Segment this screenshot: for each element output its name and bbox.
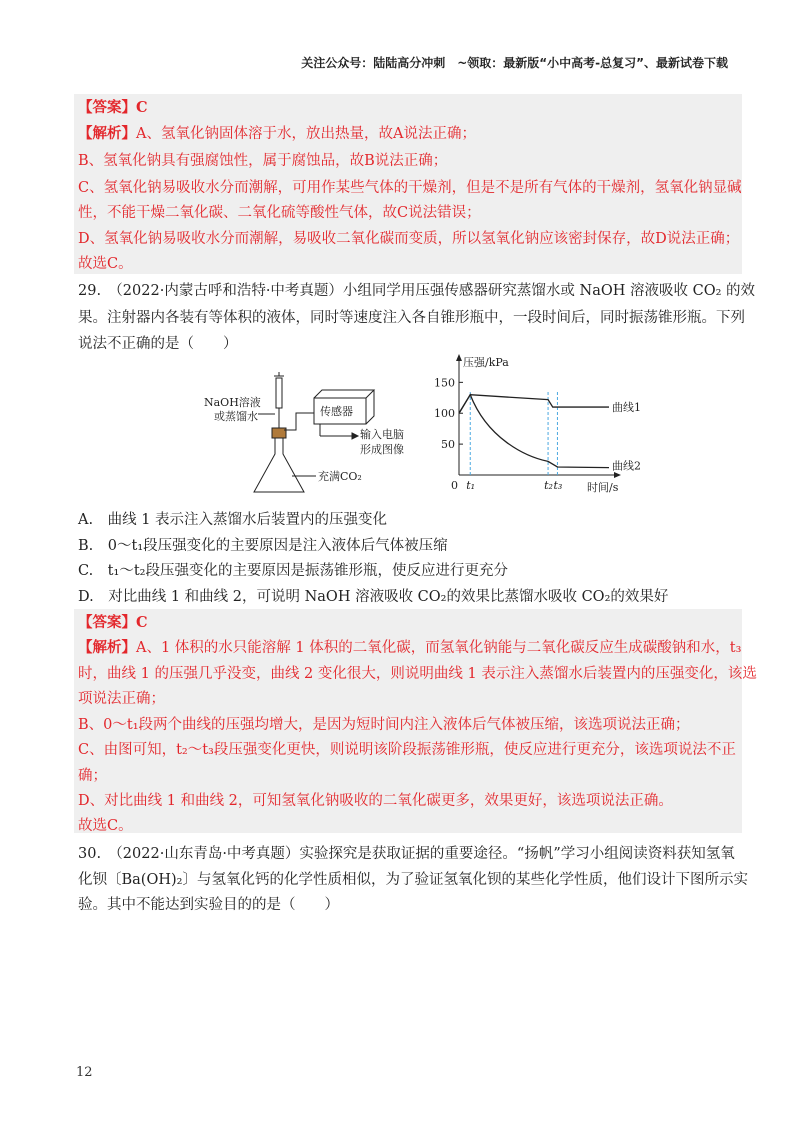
analysis-line-29-1: 时，曲线 1 的压强几乎没变，曲线 2 变化很大，则说明曲线 1 表示注入蒸馏水后装置内的压强变化，该选 [78, 666, 757, 682]
x-axis-label: 时间/s [587, 481, 619, 494]
question-29-stem-1: 果。注射器内各装有等体积的液体，同时等速度注入各自锥形瓶中，一段时间后，同时振荡锥形瓶。下列 [78, 310, 745, 326]
analysis-line-28-5: 故选C。 [78, 256, 133, 272]
question-29-stem-0: 29. （2022·内蒙古呼和浩特·中考真题）小组同学用压强传感器研究蒸馏水或 NaOH 溶液吸收 CO₂ 的效 [78, 283, 756, 299]
answer-line-29 [78, 613, 148, 633]
stopper [272, 428, 286, 438]
analysis-line-29-5: 确； [78, 768, 107, 784]
answer-value: C [136, 614, 148, 631]
analysis-line-28-1: B、氢氧化钠具有强腐蚀性，属于腐蚀品，故B说法正确； [78, 153, 448, 169]
question-29-stem-2: 说法不正确的是（ ） [78, 336, 238, 352]
answer-line-28 [78, 98, 148, 118]
analysis-line-29-0 [78, 638, 741, 658]
question-30-stem-1: 化钡〔Ba(OH)₂〕与氢氧化钙的化学性质相似，为了验证氢氧化钡的某些化学性质，他们设计下图所示实 [78, 872, 748, 888]
flask-label: 充满CO₂ [318, 470, 362, 483]
answer-tag: 【答案】 [78, 99, 136, 116]
syringe-label-2: 或蒸馏水 [214, 410, 258, 423]
y-axis-label: 压强/kPa [463, 356, 509, 369]
option-b: B. 0～t₁段压强变化的主要原因是注入液体后气体被压缩 [78, 538, 448, 554]
x-axis-arrow [614, 472, 621, 478]
x-tick-label: t₂ [544, 479, 553, 492]
page-header: 关注公众号：陆陆高分冲刺 ~领取：最新版“小中高考-总复习”、最新试卷下载 [301, 56, 728, 70]
analysis-line-28-2: C、氢氧化钠易吸收水分而潮解，可用作某些气体的干燥剂，但是不是所有气体的干燥剂，氢氧化钠显碱 [78, 180, 742, 196]
option-a: A. 曲线 1 表示注入蒸馏水后装置内的压强变化 [78, 512, 388, 528]
y-axis-arrow [456, 354, 462, 361]
analysis-tag: 【解析】 [78, 639, 136, 656]
analysis-tag: 【解析】 [78, 125, 136, 142]
syringe-label-1: NaOH溶液 [204, 396, 261, 409]
question-30-stem-2: 验。其中不能达到实验目的的是（ ） [78, 897, 339, 913]
x-tick-label: t₁ [466, 479, 476, 492]
page-number: 12 [76, 1065, 93, 1080]
analysis-text: A、氢氧化钠固体溶于水，放出热量，故A说法正确； [136, 126, 476, 142]
series-label-2: 曲线2 [612, 459, 641, 473]
computer-label-2: 形成图像 [360, 443, 404, 456]
apparatus-figure [196, 370, 416, 505]
analysis-line-29-6: D、对比曲线 1 和曲线 2，可知氢氧化钠吸收的二氧化碳更多，效果更好，该选项说法正确。 [78, 793, 673, 809]
series-line-1 [459, 395, 609, 414]
analysis-line-29-7: 故选C。 [78, 818, 133, 834]
question-30-stem-0: 30. （2022·山东青岛·中考真题）实验探究是获取证据的重要途径。“扬帆”学习小组阅读资料获知氢氧 [78, 846, 735, 862]
option-d: D. 对比曲线 1 和曲线 2，可说明 NaOH 溶液吸收 CO₂的效果比蒸馏水吸收 CO₂的效果好 [78, 589, 669, 605]
analysis-text: A、1 体积的水只能溶解 1 体积的二氧化碳，而氢氧化钠能与二氧化碳反应生成碳酸钠和水，t₃ [136, 640, 742, 656]
y-tick-label: 100 [434, 407, 455, 421]
pressure-chart [425, 350, 641, 500]
option-c: C. t₁～t₂段压强变化的主要原因是振荡锥形瓶，使反应进行更充分 [78, 563, 508, 579]
origin-label: 0 [451, 479, 458, 492]
answer-tag: 【答案】 [78, 614, 136, 631]
series-line-2 [459, 395, 609, 468]
flask-body [254, 438, 304, 492]
analysis-line-29-4: C、由图可知，t₂～t₃段压强变化更快，则说明该阶段振荡锥形瓶，使反应进行更充分，该选项说法不正 [78, 742, 736, 758]
series-label-1: 曲线1 [612, 401, 641, 415]
syringe-barrel [276, 378, 282, 408]
analysis-line-28-0 [78, 124, 476, 144]
computer-label-1: 输入电脑 [360, 428, 404, 441]
y-tick-label: 150 [434, 376, 455, 390]
analysis-line-28-4: D、氢氧化钠易吸收水分而潮解，易吸收二氧化碳而变质，所以氢氧化钠应该密封保存，故D说法正确； [78, 231, 740, 247]
answer-value: C [136, 99, 148, 116]
analysis-line-29-2: 项说法正确； [78, 691, 165, 707]
analysis-line-28-3: 性，不能干燥二氧化碳、二氧化硫等酸性气体，故C说法错误； [78, 205, 481, 221]
x-tick-label: t₃ [553, 479, 563, 492]
analysis-line-29-3: B、0～t₁段两个曲线的压强均增大，是因为短时间内注入液体后气体被压缩，该选项说法正确； [78, 717, 690, 733]
sensor-label: 传感器 [320, 405, 353, 418]
y-tick-label: 50 [441, 438, 455, 452]
